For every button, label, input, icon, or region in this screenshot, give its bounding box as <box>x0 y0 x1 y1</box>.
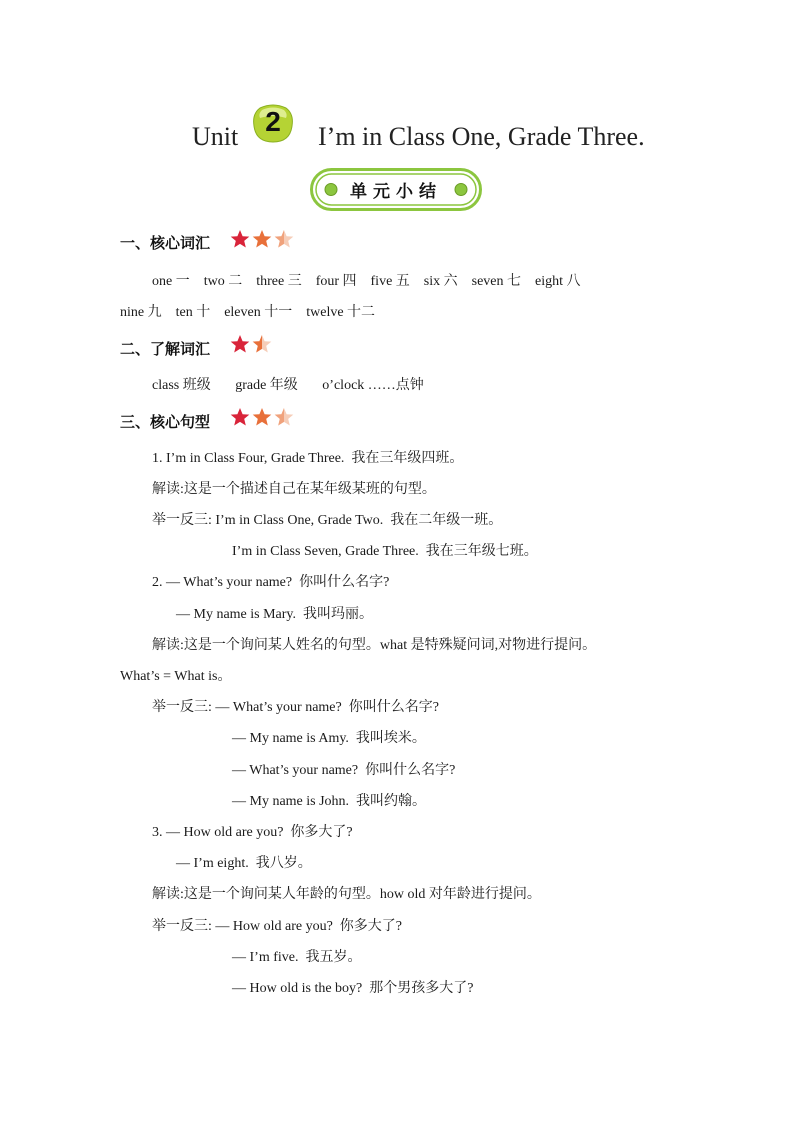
explanation-line: 解读:这是一个描述自己在某年级某班的句型。 <box>152 482 436 497</box>
example-line: — How old is the boy? 那个男孩多大了? <box>232 981 474 996</box>
section-heading-extra-vocabulary: 二、了解词汇 <box>120 340 211 358</box>
unit-title-row <box>0 104 794 164</box>
vocab-line: one 一 two 二 three 三 four 四 five 五 six 六 seven 七 eight 八 <box>152 274 581 289</box>
example-line: — My name is Amy. 我叫埃米。 <box>232 731 426 746</box>
explanation-line: 解读:这是一个询问某人年龄的句型。how old 对年龄进行提问。 <box>152 887 541 902</box>
sentence-line: — I’m eight. 我八岁。 <box>176 856 312 871</box>
example-line: 举一反三: — How old are you? 你多大了? <box>152 919 403 934</box>
sentence-line: — My name is Mary. 我叫玛丽。 <box>176 607 374 622</box>
explanation-line: What’s = What is。 <box>120 669 232 684</box>
unit-number-badge <box>252 104 294 144</box>
vocab-line: nine 九 ten 十 eleven 十一 twelve 十二 <box>120 305 376 320</box>
section-heading-core-sentences: 三、核心句型 <box>120 413 211 431</box>
sentence-line: 3. — How old are you? 你多大了? <box>152 825 353 840</box>
star-rating-icon <box>230 407 296 427</box>
explanation-line: 解读:这是一个询问某人姓名的句型。what 是特殊疑问词,对物进行提问。 <box>152 638 597 653</box>
star-rating-icon <box>230 334 274 354</box>
unit-title: I’m in Class One, Grade Three. <box>318 122 645 151</box>
example-line: — I’m five. 我五岁。 <box>232 950 362 965</box>
unit-word: Unit <box>192 122 239 151</box>
sentence-line: 1. I’m in Class Four, Grade Three. 我在三年级四班。 <box>152 451 464 466</box>
unit-number: 2 <box>265 106 281 137</box>
banner-label: 单元小结 <box>350 182 442 202</box>
section-banner <box>310 168 482 211</box>
example-line: — What’s your name? 你叫什么名字? <box>232 763 456 778</box>
star-rating-icon <box>230 229 296 249</box>
example-line: I’m in Class Seven, Grade Three. 我在三年级七班。 <box>232 544 538 559</box>
sentence-line: 2. — What’s your name? 你叫什么名字? <box>152 575 390 590</box>
example-line: 举一反三: — What’s your name? 你叫什么名字? <box>152 700 439 715</box>
example-line: 举一反三: I’m in Class One, Grade Two. 我在二年级一班。 <box>152 513 503 528</box>
vocab-line: class 班级 grade 年级 o’clock ……点钟 <box>152 378 424 393</box>
example-line: — My name is John. 我叫约翰。 <box>232 794 427 809</box>
section-heading-core-vocabulary: 一、核心词汇 <box>120 234 211 252</box>
